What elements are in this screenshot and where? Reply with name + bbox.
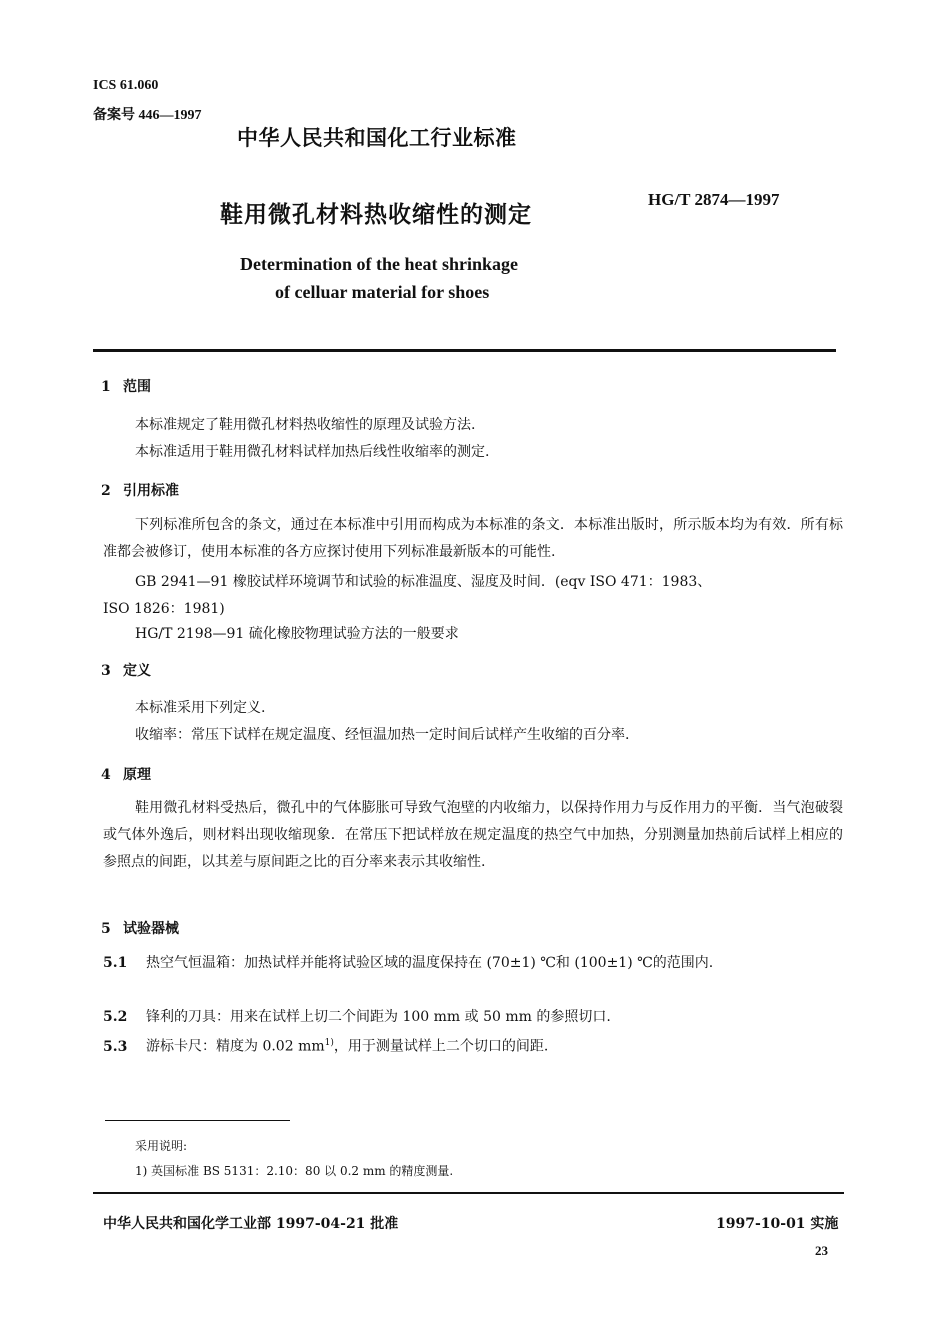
- section-2-heading: [101, 480, 179, 500]
- implementation-date: 1997-10-01 实施: [716, 1216, 839, 1232]
- footnote-1: 1) 英国标准 BS 5131：2.10：80 以 0.2 mm 的精度测量.: [135, 1164, 454, 1178]
- document-title-cn: 鞋用微孔材料热收缩性的测定: [220, 201, 532, 228]
- reference-hg2198: HG/T 2198—91 硫化橡胶物理试验方法的一般要求: [135, 626, 459, 642]
- reference-gb2941-line-1: GB 2941—91 橡胶试样环境调节和试验的标准温度、湿度及时间．(eqv ISO 471：1983、: [135, 574, 712, 590]
- clause-5-2-text: 锋利的刀具：用来在试样上切二个间距为 100 mm 或 50 mm 的参照切口.: [146, 1009, 611, 1025]
- section-4-heading: [101, 764, 151, 784]
- section-3-title: 定义: [123, 663, 151, 679]
- section-3-line-2: 收缩率：常压下试样在规定温度、经恒温加热一定时间后试样产生收缩的百分率.: [135, 727, 630, 743]
- section-1-line-2: 本标准适用于鞋用微孔材料试样加热后线性收缩率的测定.: [135, 444, 490, 460]
- page-number: 23: [815, 1243, 828, 1258]
- clause-5-1-text: 热空气恒温箱：加热试样并能将试验区域的温度保持在 (70±1) ℃和 (100±1) ℃的范围内.: [146, 955, 714, 971]
- filing-number: 备案号 446—1997: [93, 108, 202, 123]
- header-divider: [93, 349, 836, 352]
- footnote-divider: [105, 1120, 290, 1121]
- clause-5-3-text-b: ，用于测量试样上二个切口的间距.: [333, 1038, 549, 1055]
- footnote-ref-1: 1): [324, 1038, 334, 1048]
- clause-5-3-number: 5.3: [103, 1038, 128, 1055]
- section-4-text: 鞋用微孔材料受热后，微孔中的气体膨胀可导致气泡壁的内收缩力，以保持作用力与反作用力的平衡．当气泡破裂或气体外逸后，则材料出现收缩现象．在常压下把试样放在规定温度的热空气中加热，分别测量加热前后试样上相应的参照点的间距，以其差与原间距之比的百分率来表示其收缩性.: [103, 800, 843, 870]
- section-3-heading: [101, 660, 151, 680]
- standard-number: HG/T 2874—1997: [648, 190, 780, 209]
- clause-5-2: [103, 1004, 843, 1031]
- footer-divider: [93, 1192, 844, 1194]
- clause-5-2-number: 5.2: [103, 1009, 128, 1025]
- standard-category: 中华人民共和国化工行业标准: [237, 125, 517, 150]
- section-3-number: 3: [101, 663, 111, 679]
- ics-code: ICS 61.060: [93, 78, 159, 93]
- section-4-number: 4: [101, 767, 111, 783]
- section-4-paragraph: [103, 795, 843, 876]
- section-5-number: 5: [101, 921, 111, 937]
- section-2-text: 下列标准所包含的条文，通过在本标准中引用而构成为本标准的条文．本标准出版时，所示版本均为有效．所有标准都会被修订，使用本标准的各方应探讨使用下列标准最新版本的可能性.: [103, 517, 843, 560]
- section-5-title: 试验器械: [123, 921, 179, 937]
- section-5-heading: [101, 918, 179, 938]
- reference-gb2941-line-2: ISO 1826：1981): [103, 601, 225, 617]
- section-3-line-1: 本标准采用下列定义.: [135, 700, 266, 716]
- section-1-number: 1: [101, 379, 111, 395]
- clause-5-1: [103, 950, 843, 977]
- approval-statement: 中华人民共和国化学工业部 1997-04-21 批准: [103, 1216, 399, 1232]
- document-title-en-line2: of celluar material for shoes: [275, 282, 490, 302]
- section-2-paragraph: [103, 512, 843, 566]
- section-4-title: 原理: [123, 767, 151, 783]
- section-1-line-1: 本标准规定了鞋用微孔材料热收缩性的原理及试验方法.: [135, 417, 476, 433]
- section-2-number: 2: [101, 483, 111, 499]
- document-title-en-line1: Determination of the heat shrinkage: [240, 254, 518, 274]
- footnote-label: 采用说明:: [135, 1139, 188, 1153]
- section-2-title: 引用标准: [123, 483, 179, 499]
- clause-5-3: [103, 1030, 843, 1061]
- section-1-title: 范围: [123, 379, 151, 395]
- section-1-heading: [101, 376, 151, 396]
- clause-5-1-number: 5.1: [103, 955, 128, 971]
- clause-5-3-text-a: 游标卡尺：精度为 0.02 mm: [146, 1038, 325, 1055]
